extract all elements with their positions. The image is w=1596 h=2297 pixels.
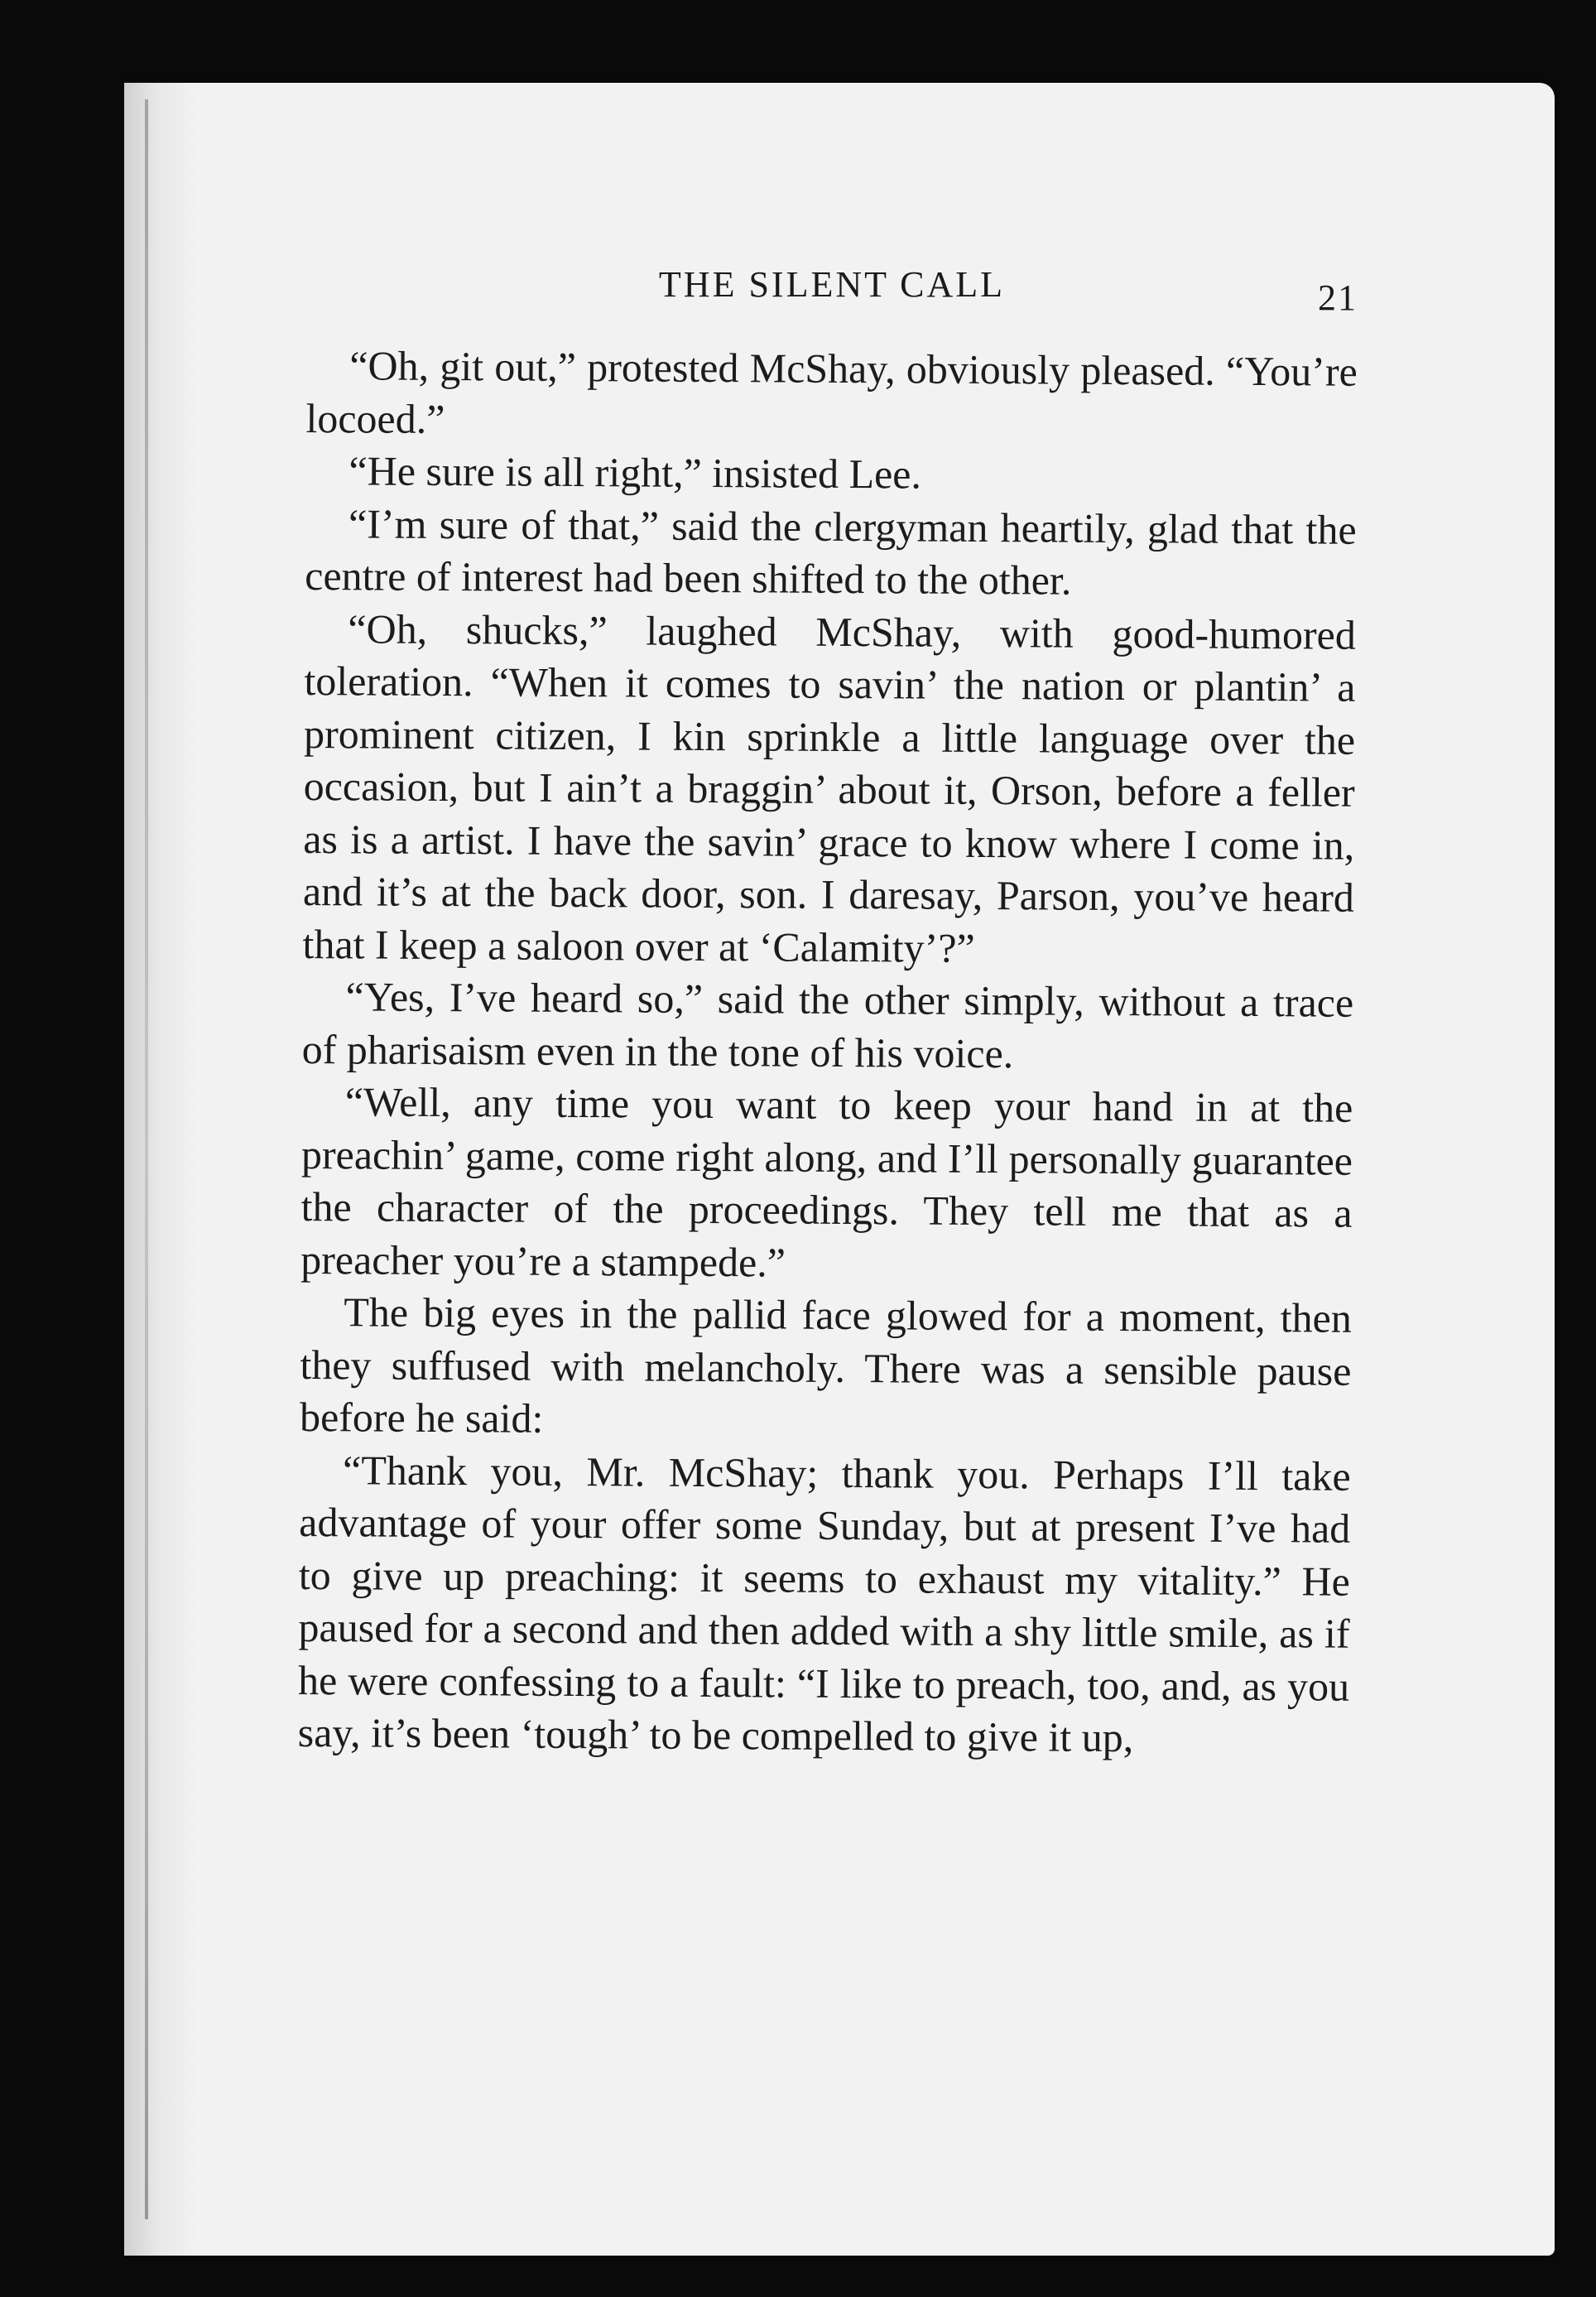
paragraph: The big eyes in the pallid face glowed for a moment, then they suffused with melancholy. There was a sensible pause before he said: xyxy=(299,1288,1352,1442)
paragraph: “Well, any time you want to keep your hand in at the preachin’ game, come right along, and I’ll personally guarantee the character of the proceedings. They tell me that as a preacher you’re a stampede.” xyxy=(300,1078,1353,1286)
binding-edge xyxy=(145,99,148,2219)
paragraph: “Thank you, Mr. McShay; thank you. Perhaps I’ll take advantage of your offer some Sunday, but at present I’ve had to give up preaching: it seems to exhaust my vitality.” He paused for a second and then added with a shy little smile, as if he were confessing to a fault: “I like to preach, too, and, as you say, it’s been ‘tough’ to be compelled to give it up, xyxy=(297,1446,1351,1761)
page-number: 21 xyxy=(1318,277,1358,318)
paragraph: “I’m sure of that,” said the clergyman heartily, glad that the centre of interest had been shifted to the other. xyxy=(305,499,1357,604)
paragraph: “Yes, I’ve heard so,” said the other simply, without a trace of pharisaism even in the tone of his voice. xyxy=(301,973,1354,1076)
paragraph: “He sure is all right,” insisted Lee. xyxy=(349,447,922,498)
running-head xyxy=(306,263,1358,318)
page-gutter-shadow xyxy=(124,83,199,2256)
running-head-title: THE SILENT CALL xyxy=(658,264,1006,305)
paragraph: “Oh, shucks,” laughed McShay, with good-humored toleration. “When it comes to savin’ the nation or plantin’ a prominent citizen, I kin sprinkle a little language over the occasion, but I ain’t a braggin’ about it, Orson, before a feller as is a artist. I have the savin’ grace to know where I come in, and it’s at the back door, son. I daresay, Parson, you’ve heard that I keep a saloon over at ‘Calamity’?” xyxy=(302,604,1357,971)
body-text xyxy=(298,339,1358,1765)
paragraph: “Oh, git out,” protested McShay, obviously pleased. “You’re locoed.” xyxy=(305,342,1358,442)
